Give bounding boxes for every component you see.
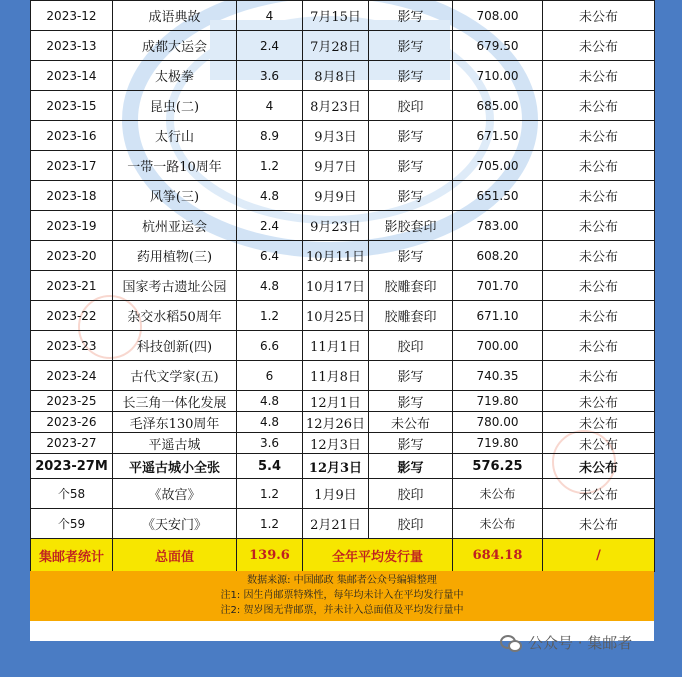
table-cell-name: 《故宫》 (113, 479, 237, 509)
table-cell-name: 昆虫(二) (113, 91, 237, 121)
table-cell-name: 成语典故 (113, 1, 237, 31)
table-cell-value: 1.2 (237, 479, 303, 509)
table-cell-name: 平遥古城 (113, 433, 237, 454)
table-cell-id: 2023-25 (31, 391, 113, 412)
table-cell-name: 成都大运会 (113, 31, 237, 61)
table-cell-status: 未公布 (543, 1, 655, 31)
table-cell-circulation: 705.00 (453, 151, 543, 181)
table-cell-date: 8月8日 (303, 61, 369, 91)
table-cell-date: 9月23日 (303, 211, 369, 241)
table-cell-value: 4.8 (237, 412, 303, 433)
table-cell-circulation: 701.70 (453, 271, 543, 301)
table-cell-name: 杭州亚运会 (113, 211, 237, 241)
table-cell-status: 未公布 (543, 479, 655, 509)
table-cell-status: 未公布 (543, 151, 655, 181)
table-cell-date: 11月1日 (303, 331, 369, 361)
table-cell-name: 药用植物(三) (113, 241, 237, 271)
table-cell-status: 未公布 (543, 271, 655, 301)
table-cell-id: 2023-18 (31, 181, 113, 211)
table-cell-circulation: 719.80 (453, 391, 543, 412)
table-row (31, 121, 655, 151)
table-cell-id: 2023-26 (31, 412, 113, 433)
table-cell-date: 9月7日 (303, 151, 369, 181)
table-cell-status: 未公布 (543, 331, 655, 361)
table-cell-circulation: 700.00 (453, 331, 543, 361)
table-cell-id: 2023-24 (31, 361, 113, 391)
table-cell-status: 未公布 (543, 181, 655, 211)
table-cell-id: 2023-22 (31, 301, 113, 331)
table-cell-id: 2023-21 (31, 271, 113, 301)
table-cell-circulation: 708.00 (453, 1, 543, 31)
table-cell-value: 2.4 (237, 31, 303, 61)
total-cell-value-label: 总面值 (113, 539, 237, 572)
table-cell-circulation: 未公布 (453, 509, 543, 539)
table-row (31, 412, 655, 433)
table-cell-value: 8.9 (237, 121, 303, 151)
table-cell-id: 2023-20 (31, 241, 113, 271)
credit-text: 公众号 · 集邮者 (528, 634, 633, 652)
table-row (31, 61, 655, 91)
table-row (31, 211, 655, 241)
table-cell-status: 未公布 (543, 301, 655, 331)
table-cell-id: 个58 (31, 479, 113, 509)
table-cell-name: 古代文学家(五) (113, 361, 237, 391)
table-cell-value: 4.8 (237, 181, 303, 211)
note-2: 注2: 贺岁图无背邮票，并未计入总面值及平均发行量中 (220, 605, 464, 616)
table-cell-id: 2023-13 (31, 31, 113, 61)
table-cell-date: 11月8日 (303, 361, 369, 391)
table-cell-status: 未公布 (543, 454, 655, 479)
table-row (31, 31, 655, 61)
table-row (31, 151, 655, 181)
table-cell-value: 2.4 (237, 211, 303, 241)
table-cell-status: 未公布 (543, 361, 655, 391)
table-cell-id: 2023-17 (31, 151, 113, 181)
table-cell-date: 9月3日 (303, 121, 369, 151)
table-row (31, 454, 655, 479)
note-1: 注1: 因生肖邮票特殊性，每年均未计入在平均发行量中 (220, 590, 464, 601)
table-row (31, 479, 655, 509)
table-cell-print: 影写 (369, 181, 453, 211)
table-cell-value: 1.2 (237, 301, 303, 331)
table-cell-status: 未公布 (543, 412, 655, 433)
table-row (31, 1, 655, 31)
table-cell-circulation: 780.00 (453, 412, 543, 433)
table-cell-value: 5.4 (237, 454, 303, 479)
table-cell-date: 1月9日 (303, 479, 369, 509)
table-cell-circulation: 685.00 (453, 91, 543, 121)
table-row (31, 391, 655, 412)
table-cell-print: 影写 (369, 433, 453, 454)
table-cell-circulation: 671.50 (453, 121, 543, 151)
table-cell-date: 7月15日 (303, 1, 369, 31)
table-row (31, 181, 655, 211)
total-cell-label: 集邮者统计 (31, 539, 113, 572)
table-cell-circulation: 710.00 (453, 61, 543, 91)
table-cell-id: 2023-12 (31, 1, 113, 31)
table-cell-value: 4 (237, 1, 303, 31)
table-cell-id: 2023-27 (31, 433, 113, 454)
table-cell-date: 10月17日 (303, 271, 369, 301)
table-cell-status: 未公布 (543, 91, 655, 121)
table-cell-name: 杂交水稻50周年 (113, 301, 237, 331)
table-cell-name: 长三角一体化发展 (113, 391, 237, 412)
total-cell-avg: 684.18 (453, 539, 543, 572)
total-cell-value: 139.6 (237, 539, 303, 572)
table-cell-name: 风筝(三) (113, 181, 237, 211)
table-cell-name: 国家考古遗址公园 (113, 271, 237, 301)
table-cell-value: 6.6 (237, 331, 303, 361)
table-cell-print: 胶印 (369, 509, 453, 539)
table-cell-name: 太行山 (113, 121, 237, 151)
table-cell-name: 《天安门》 (113, 509, 237, 539)
table-cell-name: 太极拳 (113, 61, 237, 91)
table-cell-print: 影写 (369, 391, 453, 412)
table-cell-status: 未公布 (543, 211, 655, 241)
table-cell-date: 12月26日 (303, 412, 369, 433)
table-cell-circulation: 719.80 (453, 433, 543, 454)
table-cell-name: 一带一路10周年 (113, 151, 237, 181)
table-cell-value: 4.8 (237, 391, 303, 412)
table-cell-id: 2023-19 (31, 211, 113, 241)
table-cell-value: 4 (237, 91, 303, 121)
table-cell-print: 胶雕套印 (369, 301, 453, 331)
table-cell-date: 12月1日 (303, 391, 369, 412)
table-cell-id: 2023-14 (31, 61, 113, 91)
table-cell-circulation: 679.50 (453, 31, 543, 61)
table-cell-print: 未公布 (369, 412, 453, 433)
table-cell-circulation: 608.20 (453, 241, 543, 271)
table-cell-status: 未公布 (543, 509, 655, 539)
notes-box (30, 571, 654, 621)
wechat-credit (500, 632, 632, 653)
table-cell-print: 影写 (369, 1, 453, 31)
table-cell-print: 影写 (369, 241, 453, 271)
table-cell-value: 1.2 (237, 151, 303, 181)
table-row (31, 271, 655, 301)
table-cell-circulation: 740.35 (453, 361, 543, 391)
table-cell-print: 影写 (369, 361, 453, 391)
table-cell-status: 未公布 (543, 391, 655, 412)
table-cell-print: 胶雕套印 (369, 271, 453, 301)
table-cell-status: 未公布 (543, 121, 655, 151)
table-cell-circulation: 783.00 (453, 211, 543, 241)
source-note: 数据来源: 中国邮政 集邮者公众号编辑整理 (247, 575, 437, 586)
table-cell-circulation: 576.25 (453, 454, 543, 479)
table-cell-print: 胶印 (369, 479, 453, 509)
table-cell-name: 毛泽东130周年 (113, 412, 237, 433)
table-cell-id: 2023-23 (31, 331, 113, 361)
total-cell-slash: / (543, 539, 655, 572)
table-cell-id: 2023-16 (31, 121, 113, 151)
table-cell-date: 8月23日 (303, 91, 369, 121)
table-cell-status: 未公布 (543, 31, 655, 61)
table-row (31, 509, 655, 539)
table-cell-status: 未公布 (543, 433, 655, 454)
table-cell-print: 胶印 (369, 331, 453, 361)
table-cell-print: 影写 (369, 31, 453, 61)
table-row (31, 361, 655, 391)
table-cell-print: 胶印 (369, 91, 453, 121)
table-cell-date: 12月3日 (303, 433, 369, 454)
table-row (31, 301, 655, 331)
table-cell-date: 12月3日 (303, 454, 369, 479)
table-cell-circulation: 651.50 (453, 181, 543, 211)
table-cell-date: 10月25日 (303, 301, 369, 331)
table-cell-date: 10月11日 (303, 241, 369, 271)
table-cell-status: 未公布 (543, 61, 655, 91)
table-cell-print: 影胶套印 (369, 211, 453, 241)
total-row (31, 539, 655, 572)
table-cell-value: 3.6 (237, 61, 303, 91)
table-cell-id: 2023-27M (31, 454, 113, 479)
table-cell-circulation: 未公布 (453, 479, 543, 509)
table-cell-name: 科技创新(四) (113, 331, 237, 361)
stamp-issue-table (30, 0, 655, 572)
table-cell-id: 2023-15 (31, 91, 113, 121)
table-cell-date: 7月28日 (303, 31, 369, 61)
table-cell-circulation: 671.10 (453, 301, 543, 331)
table-row (31, 433, 655, 454)
table-cell-print: 影写 (369, 121, 453, 151)
table-cell-value: 4.8 (237, 271, 303, 301)
table-cell-name: 平遥古城小全张 (113, 454, 237, 479)
table-cell-value: 1.2 (237, 509, 303, 539)
table-cell-date: 9月9日 (303, 181, 369, 211)
table-cell-value: 6.4 (237, 241, 303, 271)
wechat-icon (500, 635, 522, 651)
total-cell-avg-label: 全年平均发行量 (303, 539, 453, 572)
table-row (31, 91, 655, 121)
table-cell-value: 3.6 (237, 433, 303, 454)
table-cell-print: 影写 (369, 61, 453, 91)
table-row (31, 331, 655, 361)
table-cell-print: 影写 (369, 151, 453, 181)
table-cell-print: 影写 (369, 454, 453, 479)
table-cell-status: 未公布 (543, 241, 655, 271)
table-cell-value: 6 (237, 361, 303, 391)
table-cell-date: 2月21日 (303, 509, 369, 539)
table-row (31, 241, 655, 271)
table-cell-id: 个59 (31, 509, 113, 539)
